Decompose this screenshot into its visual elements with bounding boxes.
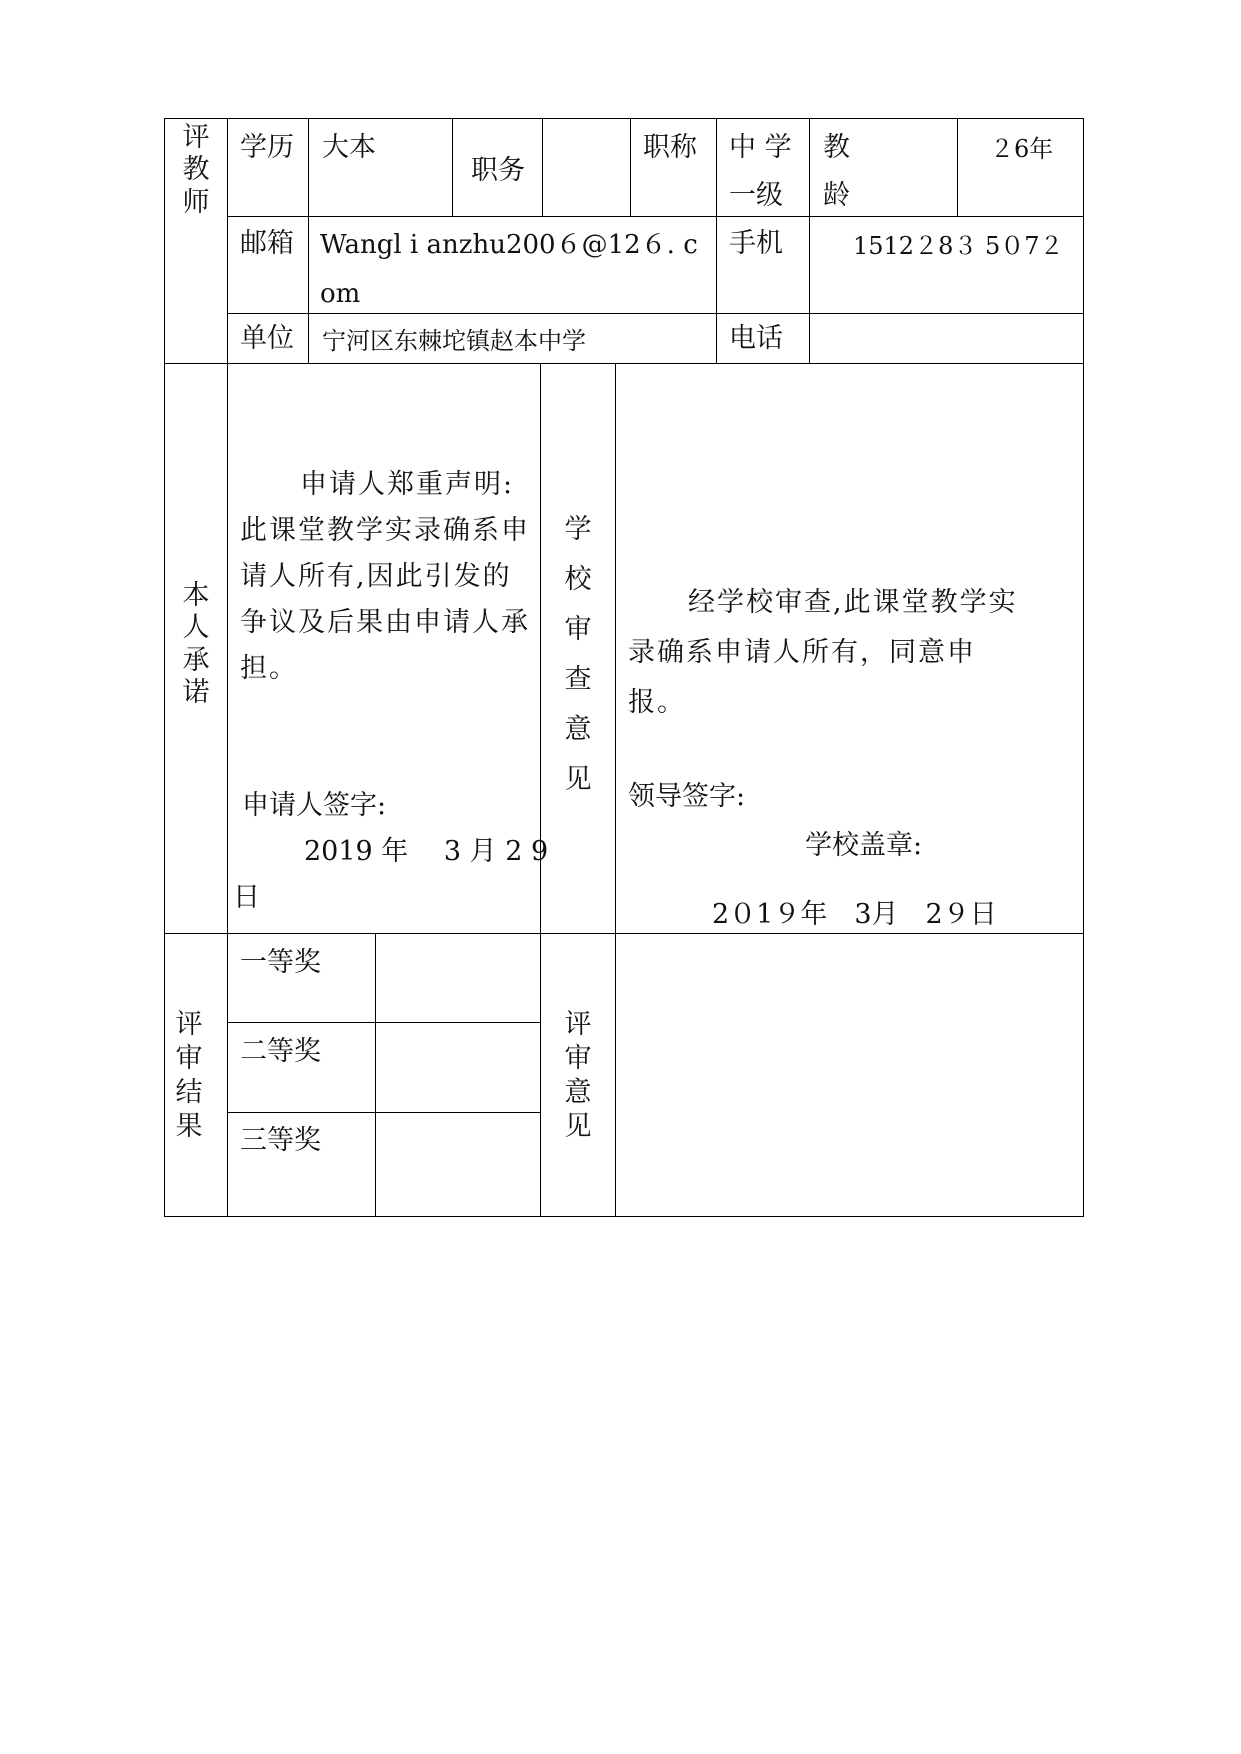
col-divider	[615, 363, 616, 1217]
row-divider	[227, 313, 1084, 314]
education-value: 大本	[322, 132, 376, 163]
row-divider	[165, 933, 1084, 934]
position-label: 职务	[471, 155, 525, 186]
unit-label: 单位	[240, 323, 294, 354]
school-review-opinion: 经学校审查,此课堂教学实录确系申请人所有，同意申报。	[628, 587, 1018, 718]
seniority-label-line2: 龄	[823, 180, 850, 211]
unit-value: 宁河区东棘坨镇赵本中学	[322, 327, 586, 355]
first-prize-label: 一等奖	[240, 947, 321, 978]
email-value-line2: om	[320, 279, 361, 309]
seniority-label-line1: 教	[823, 132, 850, 163]
row-divider	[227, 216, 1084, 217]
col-divider	[957, 118, 958, 216]
pledge-section-label: 本人承诺	[182, 580, 210, 709]
col-divider	[809, 118, 810, 364]
leader-signature-label: 领导签字:	[628, 781, 746, 812]
applicant-date-line2: 日	[233, 882, 260, 913]
col-divider	[375, 933, 376, 1217]
review-comments-label: 评审意见	[564, 1009, 592, 1142]
title-value-line2: 一级	[729, 180, 783, 211]
col-divider	[542, 118, 543, 216]
school-review-date: 2０1９年 3月 2９日	[712, 899, 997, 930]
col-divider	[227, 118, 228, 1217]
table-border-top	[165, 118, 1084, 119]
third-prize-label: 三等奖	[240, 1125, 321, 1156]
pledge-statement: 申请人郑重声明:此课堂教学实录确系申请人所有,因此引发的争议及后果由申请人承担。	[240, 469, 530, 684]
results-section-label: 评审结果	[175, 1009, 203, 1142]
table-border-bottom	[165, 1216, 1084, 1217]
email-label: 邮箱	[240, 228, 294, 259]
col-divider	[540, 363, 541, 1217]
seniority-value: ２6年	[990, 135, 1054, 163]
row-divider	[165, 363, 1084, 364]
prize-divider	[227, 1112, 540, 1113]
col-divider	[716, 118, 717, 364]
school-stamp-label: 学校盖章:	[805, 830, 923, 861]
phone-label: 电话	[729, 323, 783, 354]
mobile-label: 手机	[729, 228, 783, 259]
teacher-section-label: 评教师	[182, 122, 210, 218]
school-review-section-label: 学校审查意见	[564, 514, 592, 795]
col-divider	[308, 118, 309, 364]
applicant-signature-label: 申请人签字:	[242, 790, 387, 821]
education-label: 学历	[240, 132, 294, 163]
table-border-left	[164, 118, 165, 1217]
mobile-value: 1512２8３ 5０7２	[853, 232, 1064, 260]
col-divider	[630, 118, 631, 216]
applicant-date-line1: 2019 年 3 月 2 9	[304, 836, 549, 867]
prize-divider	[227, 1022, 540, 1023]
table-border-right	[1083, 118, 1084, 1217]
email-value-line1: Wangl i anzhu200６@12６. c	[320, 230, 698, 260]
col-divider	[452, 118, 453, 216]
second-prize-label: 二等奖	[240, 1036, 321, 1067]
title-value-line1: 中 学	[729, 132, 792, 163]
title-label: 职称	[643, 132, 697, 163]
